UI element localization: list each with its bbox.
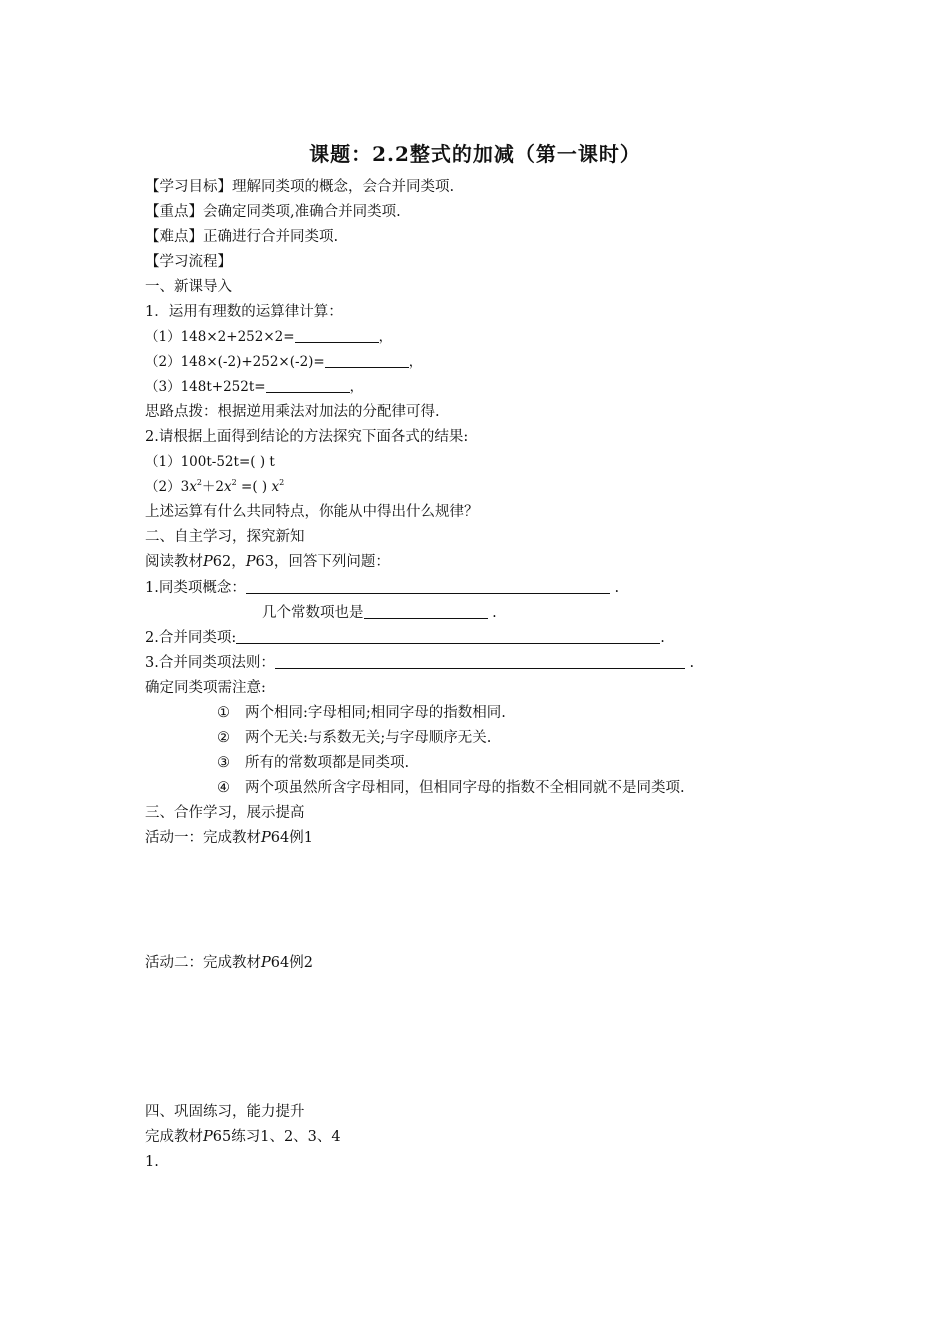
note-item-2 bbox=[217, 728, 491, 748]
exercise-ref: 65练习1、2、3、4 bbox=[212, 1129, 341, 1145]
page-number: 62， bbox=[212, 554, 246, 570]
calc-item-end: ， bbox=[408, 354, 423, 370]
answer-blank bbox=[325, 353, 409, 368]
page-p: P bbox=[203, 1129, 213, 1145]
note-marker: ② bbox=[217, 730, 230, 746]
note-marker: ③ bbox=[217, 755, 230, 771]
period: . bbox=[660, 630, 665, 646]
calc-item-end: ， bbox=[378, 329, 393, 345]
activity-ref: 64例1 bbox=[270, 830, 313, 846]
note-marker: ① bbox=[217, 705, 230, 721]
activity-label: 活动一：完成教材 bbox=[145, 830, 261, 846]
section4-heading: 四、巩固练习，能力提升 bbox=[145, 1104, 305, 1120]
calc-item-3 bbox=[145, 377, 363, 397]
exponent: 2 bbox=[196, 478, 202, 487]
definition-label: 2.合并同类项: bbox=[145, 630, 237, 646]
constant-terms-line bbox=[262, 603, 497, 623]
calc-item-1 bbox=[145, 327, 392, 347]
calc-item-end: ， bbox=[349, 379, 364, 395]
note-text: 两个无关:与系数无关;与字母顺序无关. bbox=[245, 730, 492, 746]
page-title: 课题：2.2整式的加减（第一课时） bbox=[309, 142, 641, 166]
activity-ref: 64例2 bbox=[270, 955, 313, 971]
calc-item-text: （3）148t+252t= bbox=[145, 379, 266, 395]
learning-process: 【学习流程】 bbox=[145, 254, 232, 270]
period: . bbox=[487, 605, 497, 621]
question-2-item-2 bbox=[145, 477, 284, 497]
coefficient: 3 bbox=[180, 479, 190, 495]
section3-heading: 三、合作学习，展示提高 bbox=[145, 805, 305, 821]
constant-label: 几个常数项也是 bbox=[262, 605, 364, 621]
calc-item-text: （1）148×2+252×2= bbox=[145, 329, 295, 345]
calc-item-text: （2）148×(-2)+252×(-2)= bbox=[145, 354, 325, 370]
activity-2 bbox=[145, 953, 313, 973]
page-p: P bbox=[261, 830, 271, 846]
equals-blank: =( ) bbox=[236, 479, 272, 495]
item-prefix: （2） bbox=[145, 479, 181, 495]
definition-label: 3.合并同类项法则： bbox=[145, 655, 275, 671]
answer-blank bbox=[364, 604, 488, 619]
answer-blank bbox=[266, 378, 350, 393]
definition-2 bbox=[145, 628, 665, 648]
note-marker: ④ bbox=[217, 780, 230, 796]
definition-1 bbox=[145, 578, 619, 598]
question-2: 2.请根据上面得到结论的方法探究下面各式的结果: bbox=[145, 429, 469, 445]
hint: 思路点拨：根据逆用乘法对加法的分配律可得. bbox=[145, 404, 440, 420]
note-text: 所有的常数项都是同类项. bbox=[245, 755, 410, 771]
activity-1 bbox=[145, 828, 313, 848]
exponent: 2 bbox=[231, 478, 237, 487]
variable: x bbox=[224, 479, 232, 495]
difficulty: 【难点】正确进行合并同类项. bbox=[145, 229, 339, 245]
variable: x bbox=[271, 479, 280, 495]
definition-label: 1.同类项概念： bbox=[145, 580, 246, 596]
note-text: 两个相同:字母相同;相同字母的指数相同. bbox=[245, 705, 506, 721]
plus-term: ＋2 bbox=[201, 479, 224, 495]
answer-blank bbox=[275, 654, 685, 669]
page-p: P bbox=[203, 554, 213, 570]
answer-blank bbox=[236, 629, 660, 644]
page-p: P bbox=[261, 955, 271, 971]
variable: x bbox=[189, 479, 197, 495]
learning-goal: 【学习目标】理解同类项的概念，会合并同类项. bbox=[145, 179, 455, 195]
reading-label: 阅读教材 bbox=[145, 554, 203, 570]
calc-item-2 bbox=[145, 352, 422, 372]
exercise-label: 完成教材 bbox=[145, 1129, 203, 1145]
period: . bbox=[609, 580, 620, 596]
question-2-item-1: （1）100t-52t=( ) t bbox=[145, 454, 275, 470]
page-p: P bbox=[245, 554, 256, 570]
reading-task bbox=[145, 552, 390, 572]
note-item-3 bbox=[217, 753, 409, 773]
question-1: 1．运用有理数的运算律计算： bbox=[145, 304, 343, 320]
exercise-item-1: 1. bbox=[145, 1154, 159, 1170]
section2-heading: 二、自主学习，探究新知 bbox=[145, 529, 305, 545]
note-item-4 bbox=[217, 778, 685, 798]
note-heading: 确定同类项需注意: bbox=[145, 680, 266, 696]
key-point: 【重点】会确定同类项,准确合并同类项. bbox=[145, 204, 401, 220]
definition-3 bbox=[145, 653, 694, 673]
note-text: 两个项虽然所含字母相同，但相同字母的指数不全相同就不是同类项. bbox=[245, 780, 685, 796]
answer-blank bbox=[295, 328, 379, 343]
page-number: 63，回答下列问题： bbox=[255, 554, 390, 570]
period: . bbox=[684, 655, 695, 671]
exponent: 2 bbox=[279, 478, 285, 487]
note-item-1 bbox=[217, 703, 506, 723]
pattern-question: 上述运算有什么共同特点，你能从中得出什么规律？ bbox=[145, 504, 479, 520]
exercise-task bbox=[145, 1127, 341, 1147]
activity-label: 活动二：完成教材 bbox=[145, 955, 261, 971]
section1-heading: 一、新课导入 bbox=[145, 279, 232, 295]
answer-blank bbox=[246, 579, 610, 594]
